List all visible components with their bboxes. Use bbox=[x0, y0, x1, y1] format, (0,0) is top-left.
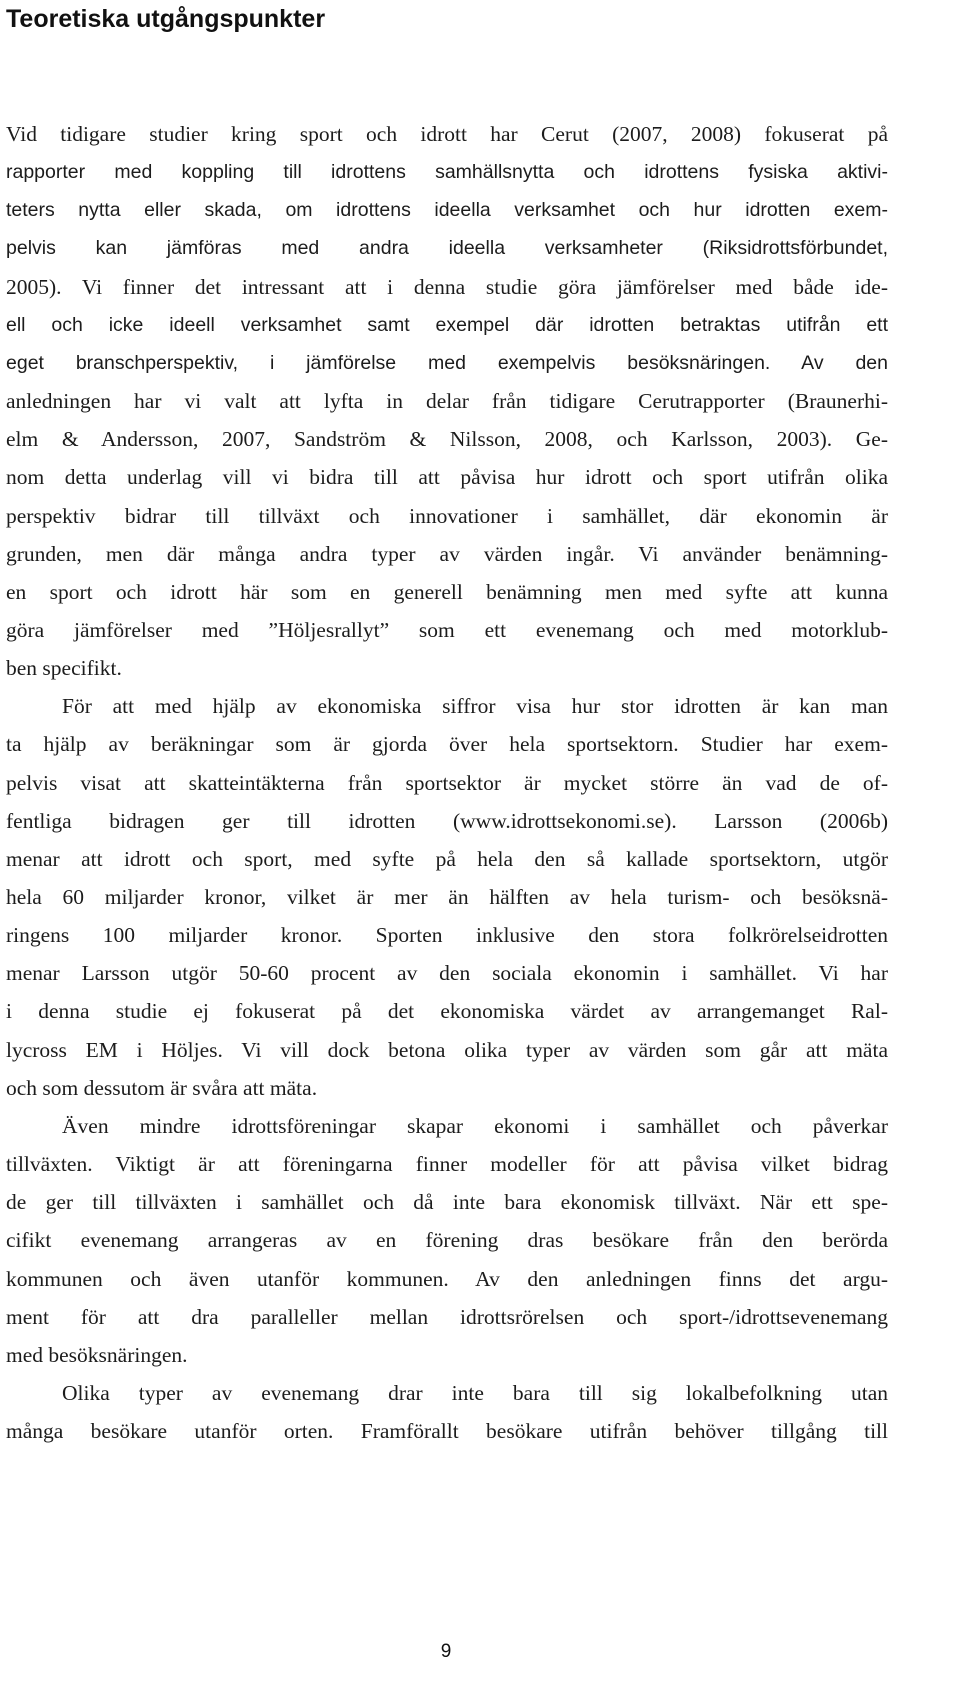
text-line: Olika typer av evenemang drar inte bara till sig lokalbefolkning utan bbox=[62, 1381, 888, 1405]
text-line: pelvis visat att skatteintäkterna från sportsektor är mycket större än vad de of- bbox=[6, 771, 888, 795]
text-line: ringens 100 miljarder kronor. Sporten inklusive den stora folkrörelseidrotten bbox=[6, 923, 888, 947]
text-line: ta hjälp av beräkningar som är gjorda över hela sportsektorn. Studier har exem- bbox=[6, 732, 888, 756]
text-line: Vid tidigare studier kring sport och idrott har Cerut (2007, 2008) fokuserat på bbox=[6, 122, 888, 146]
text-line: eget branschperspektiv, i jämförelse med exempelvis besöksnäringen. Av den bbox=[6, 352, 888, 374]
text-line: många besökare utanför orten. Framförallt besökare utifrån behöver tillgång till bbox=[6, 1419, 888, 1443]
text-line: de ger till tillväxten i samhället och då inte bara ekonomisk tillväxt. När ett spe- bbox=[6, 1190, 888, 1214]
text-line: rapporter med koppling till idrottens samhällsnytta och idrottens fysiska aktivi- bbox=[6, 161, 888, 183]
text-line: perspektiv bidrar till tillväxt och innovationer i samhället, där ekonomin är bbox=[6, 504, 888, 528]
text-line: en sport och idrott här som en generell benämning men med syfte att kunna bbox=[6, 580, 888, 604]
text-line: Även mindre idrottsföreningar skapar ekonomi i samhället och påverkar bbox=[62, 1114, 888, 1138]
text-line: och som dessutom är svåra att mäta. bbox=[6, 1076, 318, 1100]
text-line: nom detta underlag vill vi bidra till att påvisa hur idrott och sport utifrån olika bbox=[6, 465, 888, 489]
text-line: elm & Andersson, 2007, Sandström & Nilsson, 2008, och Karlsson, 2003). Ge- bbox=[6, 427, 888, 451]
text-line: grunden, men där många andra typer av värden ingår. Vi använder benämning- bbox=[6, 542, 888, 566]
section-heading: Teoretiska utgångspunkter bbox=[6, 5, 326, 33]
text-line: anledningen har vi valt att lyfta in delar från tidigare Cerutrapporter (Braunerhi- bbox=[6, 389, 888, 413]
text-line: 2005). Vi finner det intressant att i denna studie göra jämförelser med både ide- bbox=[6, 275, 888, 299]
text-line: i denna studie ej fokuserat på det ekonomiska värdet av arrangemanget Ral- bbox=[6, 999, 888, 1023]
text-line: fentliga bidragen ger till idrotten (www.idrottsekonomi.se). Larsson (2006b) bbox=[6, 809, 888, 833]
text-line: cifikt evenemang arrangeras av en förening dras besökare från den berörda bbox=[6, 1228, 888, 1252]
text-line: ment för att dra paralleller mellan idrottsrörelsen och sport-/idrottsevenemang bbox=[6, 1305, 888, 1329]
text-line: menar att idrott och sport, med syfte på hela den så kallade sportsektorn, utgör bbox=[6, 847, 888, 871]
text-line: med besöksnäringen. bbox=[6, 1343, 188, 1367]
text-line: ell och icke ideell verksamhet samt exempel där idrotten betraktas utifrån ett bbox=[6, 314, 888, 336]
text-line: lycross EM i Höljes. Vi vill dock betona olika typer av värden som går att mäta bbox=[6, 1038, 888, 1062]
text-line: pelvis kan jämföras med andra ideella verksamheter (Riksidrottsförbundet, bbox=[6, 237, 888, 259]
text-line: ben specifikt. bbox=[6, 656, 122, 680]
text-line: menar Larsson utgör 50-60 procent av den sociala ekonomin i samhället. Vi har bbox=[6, 961, 888, 985]
text-line: göra jämförelser med ”Höljesrallyt” som ett evenemang och med motorklub- bbox=[6, 618, 888, 642]
text-line: tillväxten. Viktigt är att föreningarna finner modeller för att påvisa vilket bidrag bbox=[6, 1152, 888, 1176]
text-line: För att med hjälp av ekonomiska siffror visa hur stor idrotten är kan man bbox=[62, 694, 888, 718]
text-line: kommunen och även utanför kommunen. Av den anledningen finns det argu- bbox=[6, 1267, 888, 1291]
page-number: 9 bbox=[440, 1641, 452, 1662]
text-line: hela 60 miljarder kronor, vilket är mer än hälften av hela turism- och besöksnä- bbox=[6, 885, 888, 909]
text-line: teters nytta eller skada, om idrottens ideella verksamhet och hur idrotten exem- bbox=[6, 199, 888, 221]
